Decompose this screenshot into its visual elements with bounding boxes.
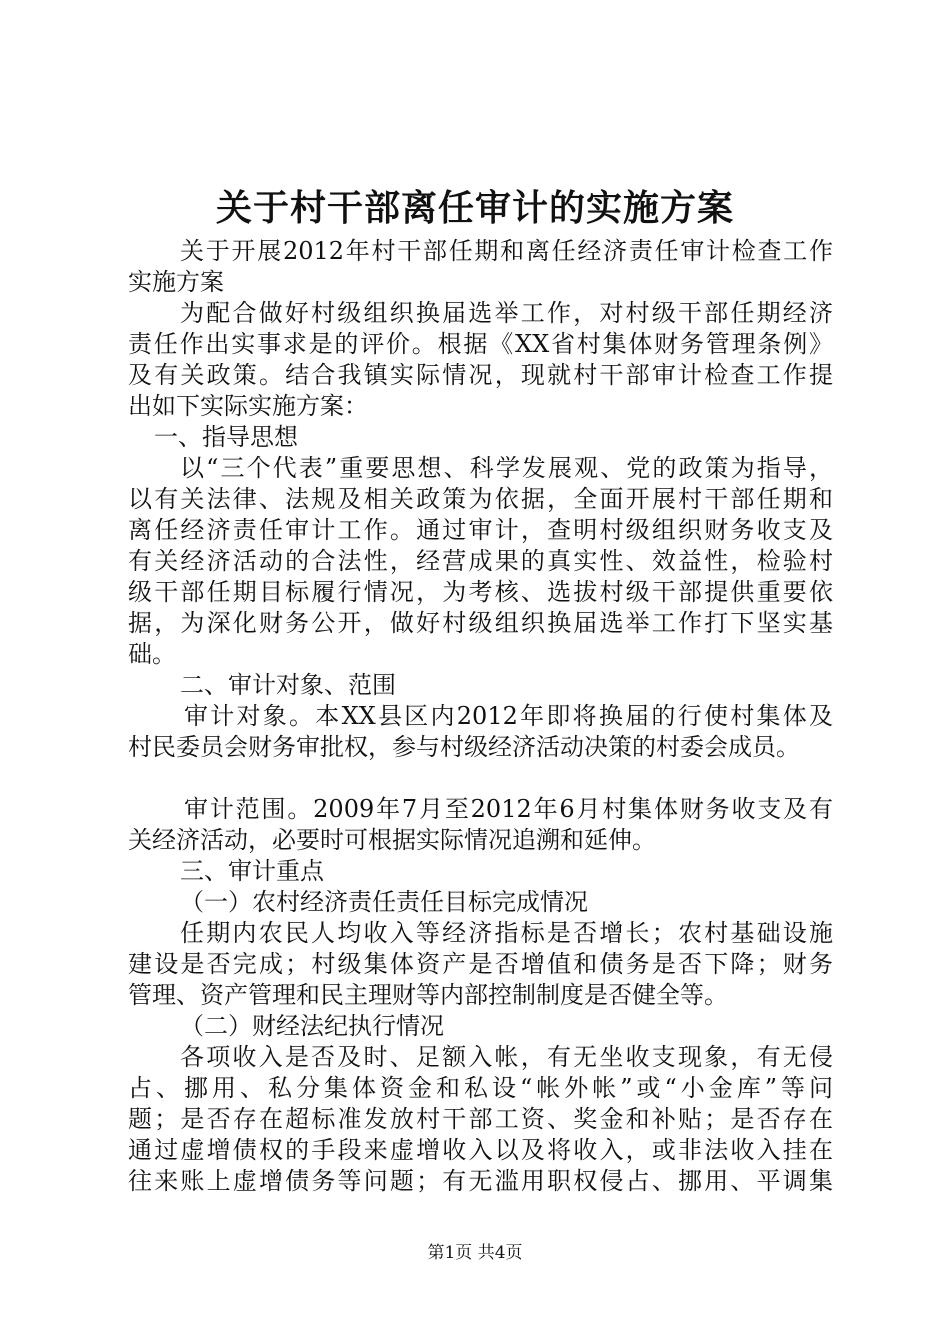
paragraph-line: 为配合做好村级组织换届选举工作，对村级干部任期经济: [180, 299, 833, 327]
blank-line: [128, 763, 833, 794]
paragraph-line: 题；是否存在超标准发放村干部工资、奖金和补贴；是否存在: [128, 1105, 833, 1133]
paragraph-line: 以“三个代表”重要思想、科学发展观、党的政策为指导，: [180, 454, 833, 482]
section-heading: 一、指导思想: [154, 423, 298, 451]
paragraph-line: 管理、资产管理和民主理财等内部控制制度是否健全等。: [128, 981, 728, 1009]
paragraph-line: 通过虚增债权的手段来虚增收入以及将收入，或非法收入挂在: [128, 1136, 833, 1164]
paragraph-line: 实施方案: [128, 268, 224, 296]
paragraph-line: 占、挪用、私分集体资金和私设“帐外帐”或“小金库”等问: [128, 1074, 833, 1102]
section-heading: 二、审计对象、范围: [180, 671, 396, 699]
document-title: 关于村干部离任审计的实施方案: [215, 187, 734, 229]
paragraph-line: 关于开展2012年村干部任期和离任经济责任审计检查工作: [180, 237, 833, 265]
paragraph-line: 审计对象。本XX县区内2012年即将换届的行使村集体及: [184, 702, 833, 730]
subsection-heading: （二）财经法纪执行情况: [180, 1012, 444, 1040]
paragraph-line: 有关经济活动的合法性，经营成果的真实性、效益性，检验村: [128, 547, 833, 575]
paragraph-line: 审计范围。2009年7月至2012年6月村集体财务收支及有: [184, 795, 833, 823]
paragraph-line: 各项收入是否及时、足额入帐，有无坐收支现象，有无侵: [180, 1043, 833, 1071]
paragraph-line: 责任作出实事求是的评价。根据《XX省村集体财务管理条例》: [128, 330, 833, 358]
page-number-footer: 第1页 共4页: [427, 1243, 523, 1263]
paragraph-line: 级干部任期目标履行情况，为考核、选拔村级干部提供重要依: [128, 578, 833, 606]
paragraph-line: 任期内农民人均收入等经济指标是否增长；农村基础设施: [180, 919, 833, 947]
paragraph-line: 离任经济责任审计工作。通过审计，查明村级组织财务收支及: [128, 516, 833, 544]
section-heading: 三、审计重点: [180, 857, 324, 885]
paragraph-line: 及有关政策。结合我镇实际情况，现就村干部审计检查工作提: [128, 361, 833, 389]
paragraph-line: 往来账上虚增债务等问题；有无滥用职权侵占、挪用、平调集: [128, 1167, 833, 1195]
subsection-heading: （一）农村经济责任责任目标完成情况: [180, 888, 588, 916]
paragraph-line: 建设是否完成；村级集体资产是否增值和债务是否下降；财务: [128, 950, 833, 978]
paragraph-line: 村民委员会财务审批权，参与村级经济活动决策的村委会成员。: [128, 733, 800, 761]
paragraph-line: 础。: [128, 640, 176, 668]
paragraph-line: 以有关法律、法规及相关政策为依据，全面开展村干部任期和: [128, 485, 833, 513]
document-body: [128, 236, 833, 1197]
paragraph-line: 出如下实际实施方案：: [128, 392, 368, 420]
paragraph-line: 据，为深化财务公开，做好村级组织换届选举工作打下坚实基: [128, 609, 833, 637]
paragraph-line: 关经济活动，必要时可根据实际情况追溯和延伸。: [128, 826, 656, 854]
